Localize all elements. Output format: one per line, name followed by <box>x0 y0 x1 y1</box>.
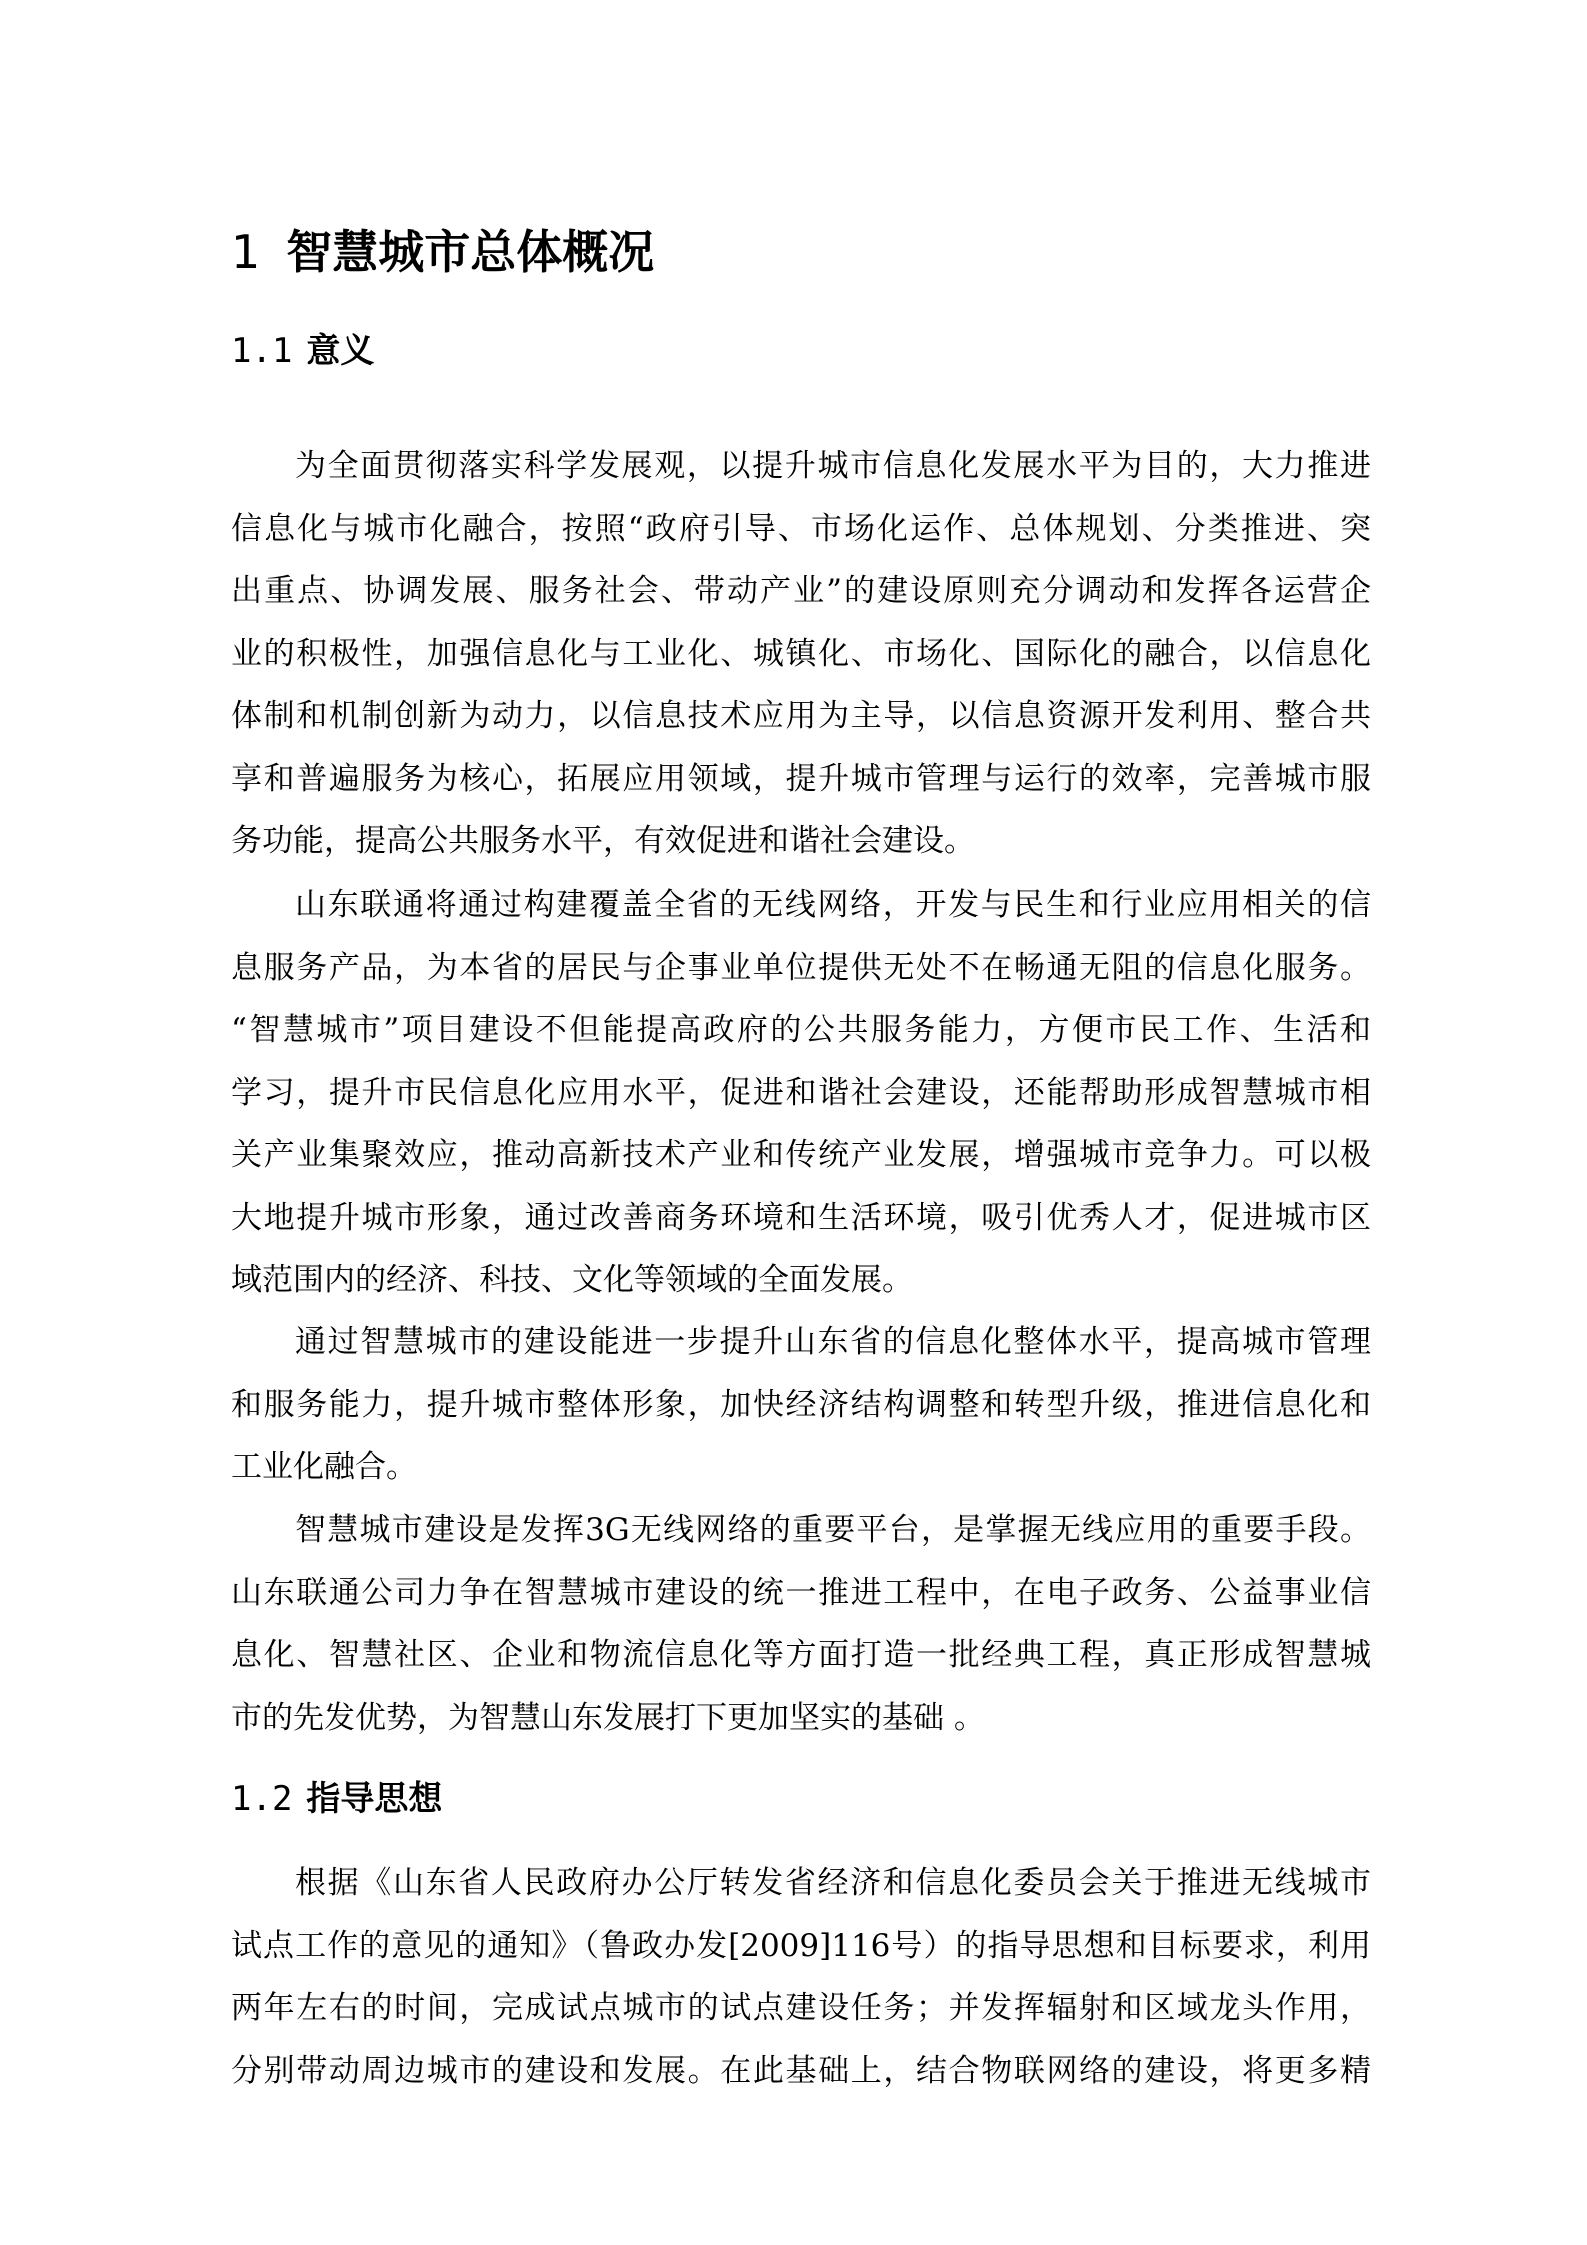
paragraph <box>231 435 1371 873</box>
paragraph <box>231 1311 1371 1499</box>
paragraph <box>231 1499 1371 1749</box>
chapter-number: 1 <box>231 225 261 279</box>
text-line: 业的积极性，加强信息化与工业化、城镇化、市场化、国际化的融合，以信息化 <box>231 635 1371 672</box>
text-line: 信息化与城市化融合，按照“政府引导、市场化运作、总体规划、分类推进、突 <box>231 510 1371 547</box>
paragraph <box>231 874 1371 1312</box>
text-line: 出重点、协调发展、服务社会、带动产业”的建设原则充分调动和发挥各运营企 <box>231 573 1371 609</box>
section-title: 指导思想 <box>306 1779 443 1819</box>
section-number: 1.1 <box>231 331 293 371</box>
text-line: 体制和机制创新为动力，以信息技术应用为主导，以信息资源开发利用、整合共 <box>231 698 1371 734</box>
paragraph <box>231 1852 1371 2102</box>
section-title: 意义 <box>306 331 375 371</box>
section-number: 1.2 <box>231 1779 293 1819</box>
section-heading-1-1 <box>231 328 374 374</box>
text-line: 务功能，提高公共服务水平，有效促进和谐社会建设。 <box>231 823 975 859</box>
text-line: 为全面贯彻落实科学发展观，以提升城市信息化发展水平为目的，大力推进 <box>295 448 1371 484</box>
text-line: 两年左右的时间，完成试点城市的试点建设任务；并发挥辐射和区域龙头作用， <box>231 1990 1371 2026</box>
text-line: 息服务产品，为本省的居民与企事业单位提供无处不在畅通无阻的信息化服务。 <box>231 949 1371 986</box>
text-line: 关产业集聚效应，推动高新技术产业和传统产业发展，增强城市竞争力。可以极 <box>231 1137 1371 1173</box>
text-line: 域范围内的经济、科技、文化等领域的全面发展。 <box>231 1262 913 1298</box>
text-line: 和服务能力，提升城市整体形象，加快经济结构调整和转型升级，推进信息化和 <box>231 1386 1371 1423</box>
text-line: 享和普遍服务为核心，拓展应用领域，提升城市管理与运行的效率，完善城市服 <box>231 760 1371 797</box>
text-line: 分别带动周边城市的建设和发展。在此基础上，结合物联网络的建设，将更多精 <box>231 2052 1371 2089</box>
text-line: 试点工作的意见的通知》（鲁政办发[2009]116号）的指导思想和目标要求，利用 <box>231 1927 1371 1964</box>
text-line: 根据《山东省人民政府办公厅转发省经济和信息化委员会关于推进无线城市 <box>295 1865 1371 1901</box>
text-line: 山东联通公司力争在智慧城市建设的统一推进工程中，在电子政务、公益事业信 <box>231 1574 1371 1611</box>
chapter-title-text: 智慧城市总体概况 <box>286 225 655 279</box>
text-line: 工业化融合。 <box>231 1449 417 1485</box>
text-line: 大地提升城市形象，通过改善商务环境和生活环境，吸引优秀人才，促进城市区 <box>231 1199 1371 1236</box>
text-line: 市的先发优势，为智慧山东发展打下更加坚实的基础 。 <box>231 1699 985 1736</box>
section-heading-1-2 <box>231 1776 442 1822</box>
text-line: 通过智慧城市的建设能进一步提升山东省的信息化整体水平，提高城市管理 <box>295 1324 1371 1360</box>
text-line: 学习，提升市民信息化应用水平，促进和谐社会建设，还能帮助形成智慧城市相 <box>231 1074 1371 1111</box>
text-line: 智慧城市建设是发挥3G无线网络的重要平台，是掌握无线应用的重要手段。 <box>295 1512 1371 1548</box>
text-line: 息化、智慧社区、企业和物流信息化等方面打造一批经典工程，真正形成智慧城 <box>231 1637 1371 1673</box>
chapter-title <box>231 222 654 282</box>
text-line: “智慧城市”项目建设不但能提高政府的公共服务能力，方便市民工作、生活和 <box>231 1012 1371 1048</box>
text-line: 山东联通将通过构建覆盖全省的无线网络，开发与民生和行业应用相关的信 <box>295 887 1371 923</box>
